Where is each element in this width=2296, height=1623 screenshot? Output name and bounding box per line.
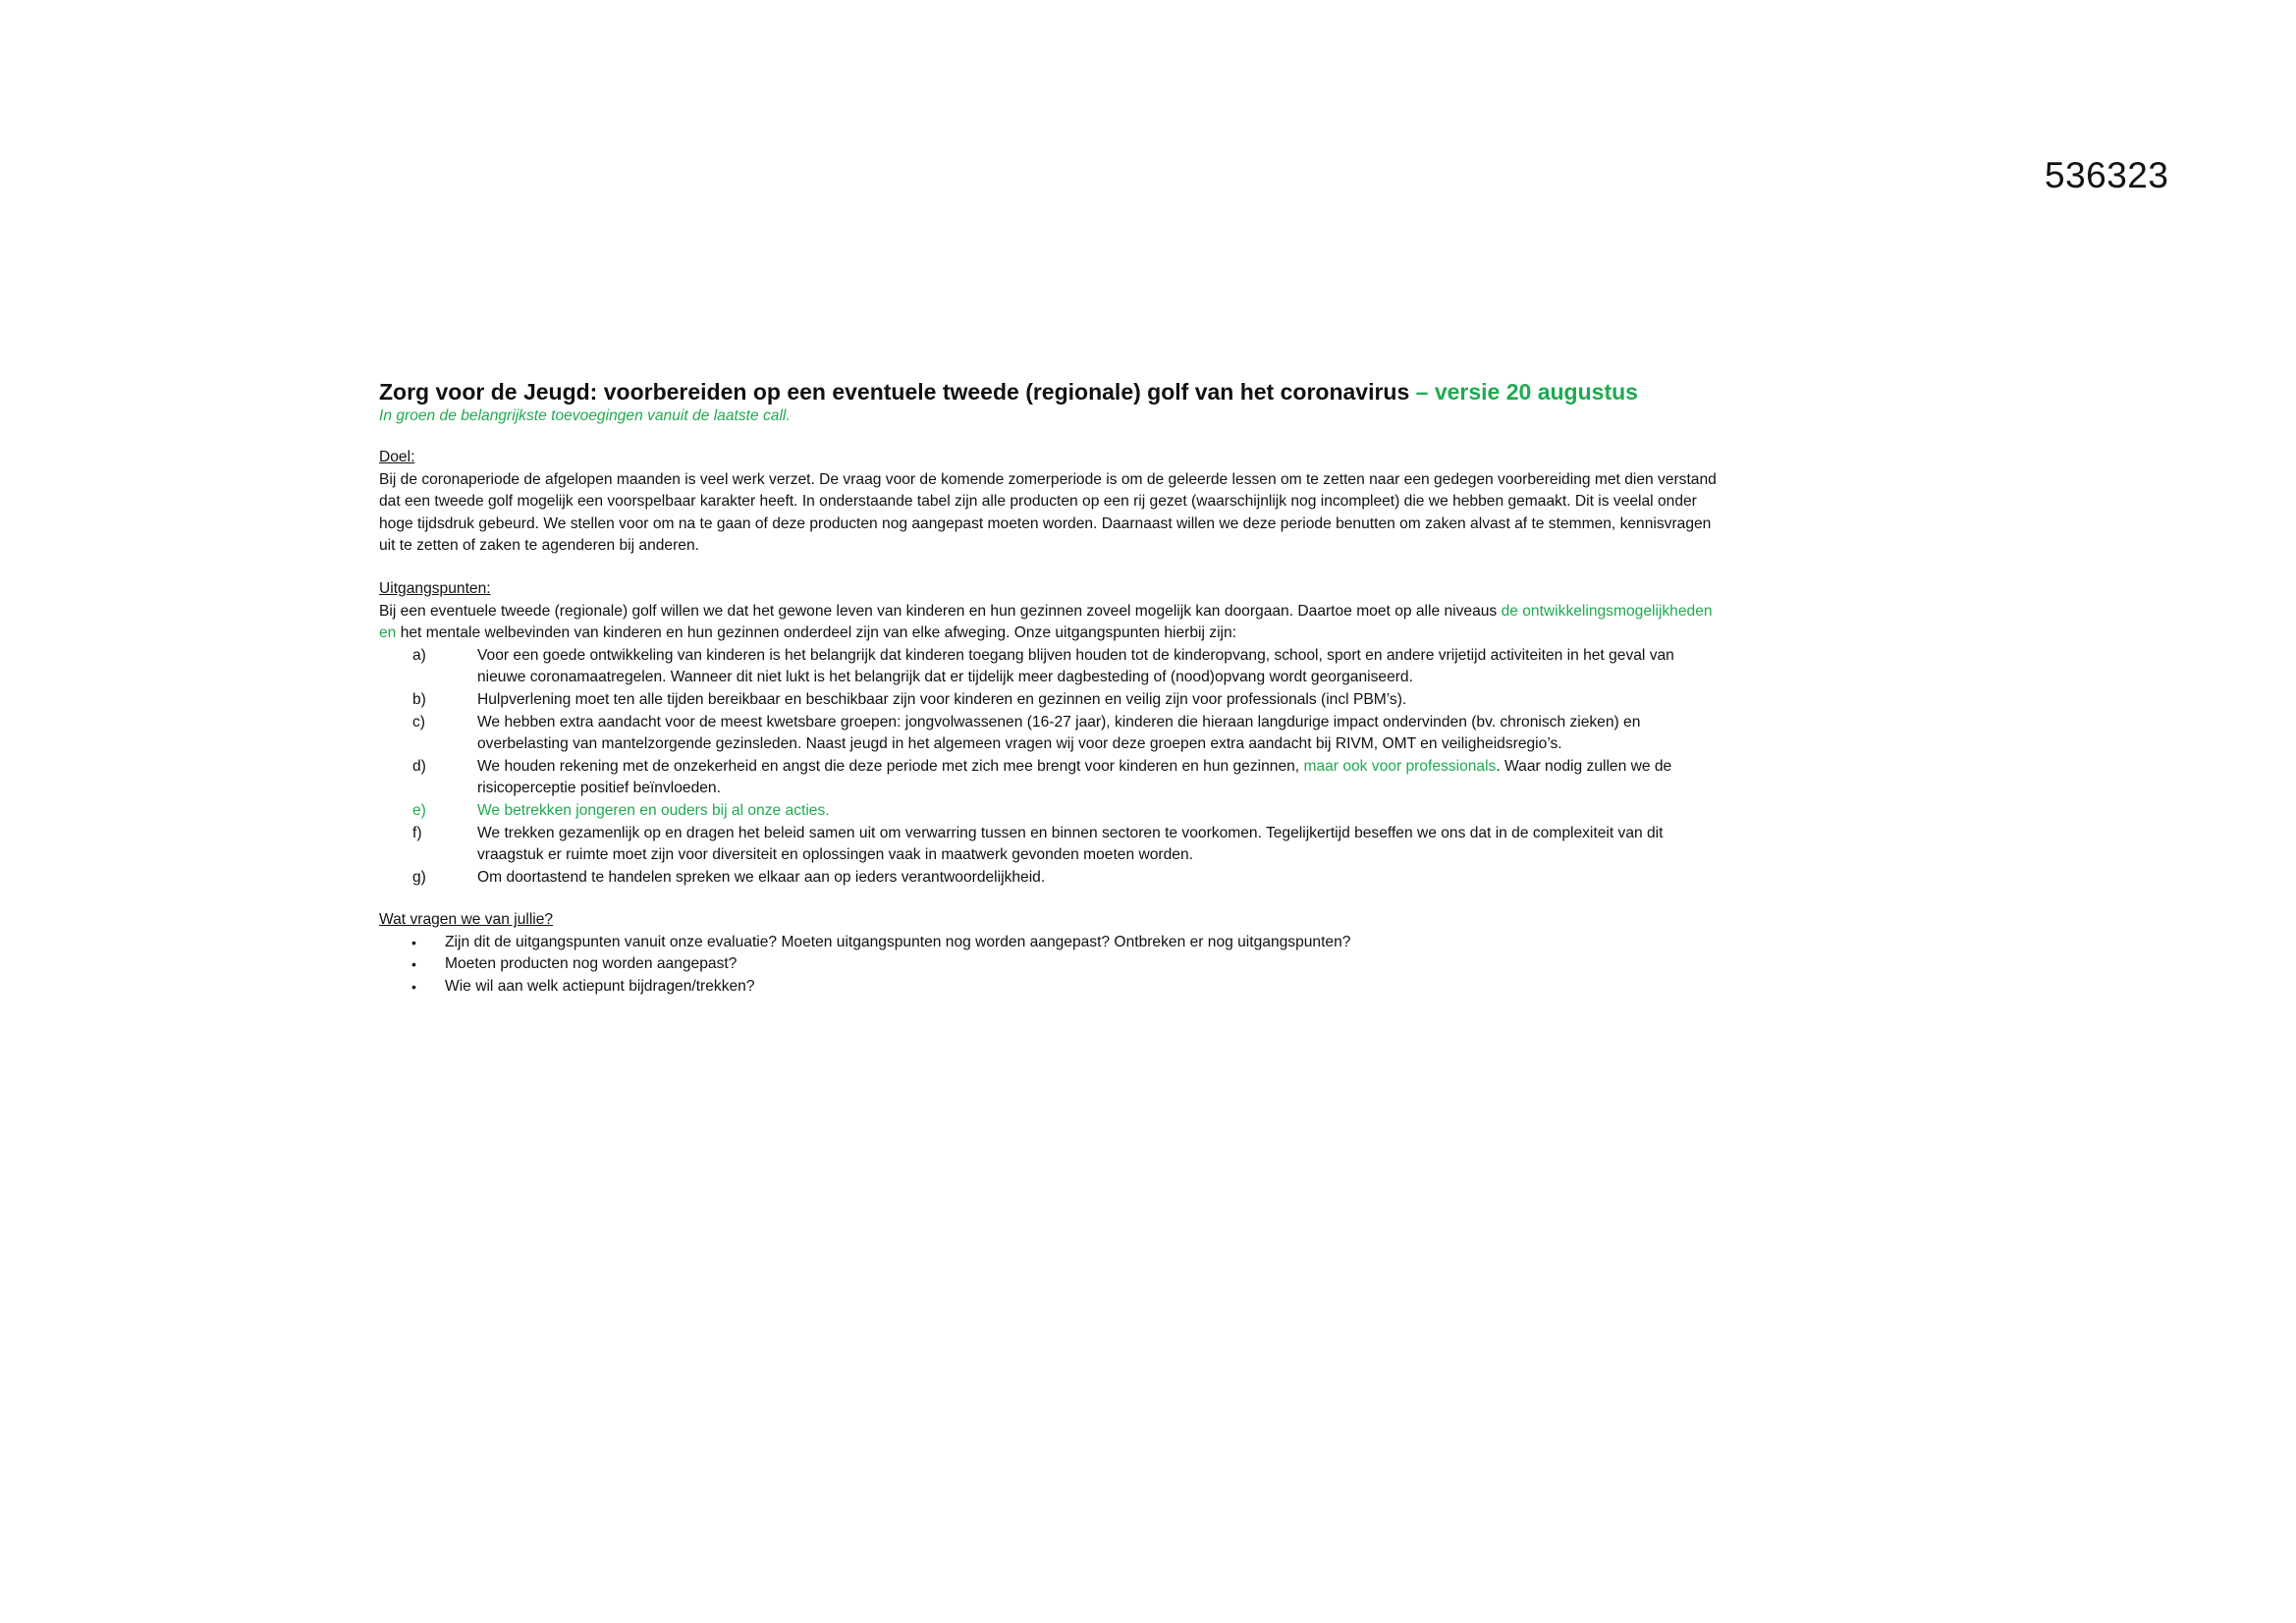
doel-text: Bij de coronaperiode de afgelopen maanden is veel werk verzet. De vraag voor de komende zomerperiode is om de geleerde lessen om te zetten naar een gedegen voorbereiding met dien verstand dat een tweede golf mogelijk een voorspelbaar karakter heeft. In onderstaande tabel zijn alle producten op een rij gezet (waarschijnlijk nog incompleet) die we hebben gemaakt. Dit is veelal onder hoge tijdsdruk gebeurd. We stellen voor om na te gaan of deze producten nog aangepast moeten worden. Daarnaast willen we deze periode benutten om zaken alvast af te stemmen, kennisvragen uit te zetten of zaken te agenderen bij anderen. [379, 470, 1717, 555]
list-marker: g) [412, 868, 426, 886]
uitgangspunten-heading: Uitgangspunten: [379, 579, 491, 597]
bullet-icon: • [411, 956, 416, 973]
list-item-text [477, 756, 1724, 800]
list-marker: c) [412, 713, 425, 730]
doel-heading: Doel: [379, 449, 415, 465]
uitgangspunten-list [379, 645, 1724, 890]
list-item-text: We betrekken jongeren en ouders bij al onze acties. [477, 801, 830, 819]
bullet-icon: • [411, 934, 416, 950]
list-marker: f) [412, 824, 422, 841]
document-body [379, 377, 1724, 999]
list-item [379, 689, 1724, 712]
vragen-heading: Wat vragen we van jullie? [379, 911, 554, 929]
bullet-icon: • [411, 979, 416, 996]
list-item [379, 712, 1724, 756]
item-d-part2: . Waar nodig zullen we de risicoperceptie positief beïnvloeden. [477, 757, 1672, 797]
title-version: – versie 20 augustus [1409, 379, 1638, 405]
list-item-text: Voor een goede ontwikkeling van kinderen is het belangrijk dat kinderen toegang blijven houden tot de kinderopvang, school, sport en andere vrijetijd activiteiten in het geval van nieuwe coronamaatregelen. Wanneer dit niet lukt is het belangrijk dat er tijdelijk meer dagbesteding of (nood)opvang wordt georganiseerd. [477, 646, 1674, 686]
list-marker: d) [412, 757, 426, 775]
list-item [379, 645, 1724, 689]
list-item [379, 823, 1724, 867]
list-item [379, 867, 1724, 890]
document-title [379, 377, 1724, 406]
list-item [379, 756, 1724, 800]
list-item-text: We trekken gezamenlijk op en dragen het beleid samen uit om verwarring tussen en binnen sectoren te voorkomen. Tegelijkertijd beseffen we ons dat in de complexiteit van dit vraagstuk er ruimte moet zijn voor diversiteit en oplossingen vaak in maatwerk gevonden moeten worden. [477, 824, 1664, 864]
intro-part1: Bij een eventuele tweede (regionale) golf willen we dat het gewone leven van kinderen en hun gezinnen zoveel mogelijk kan doorgaan. Daartoe moet op alle niveaus [379, 602, 1502, 620]
intro-green: de ontwikkelingsmogelijkheden en [379, 602, 1713, 642]
list-marker: e) [412, 801, 426, 819]
list-marker: b) [412, 690, 426, 708]
uitgangspunten-intro [379, 601, 1724, 645]
list-item-text: Zijn dit de uitgangspunten vanuit onze evaluatie? Moeten uitgangspunten nog worden aangepast? Ontbreken er nog uitgangspunten? [445, 933, 1351, 950]
list-marker: a) [412, 646, 426, 664]
list-item [379, 953, 1724, 976]
item-d-green: maar ook voor professionals [1303, 757, 1497, 775]
list-item [379, 976, 1724, 999]
list-item-text: Hulpverlening moet ten alle tijden bereikbaar en beschikbaar zijn voor kinderen en gezinnen en veilig zijn voor professionals (incl PBM’s). [477, 690, 1407, 708]
list-item [379, 800, 1724, 823]
list-item-text: Moeten producten nog worden aangepast? [445, 955, 738, 973]
list-item-text: We hebben extra aandacht voor de meest kwetsbare groepen: jongvolwassenen (16-27 jaar), kinderen die hieraan langdurige impact ondervinden (bv. chronisch zieken) en overbelasting van mantelzorgende gezinsleden. Naast jeugd in het algemeen vragen wij voor deze groepen extra aandacht bij RIVM, OMT en veiligheidsregio’s. [477, 713, 1641, 753]
title-main: Zorg voor de Jeugd: voorbereiden op een eventuele tweede (regionale) golf van het coronavirus [379, 379, 1410, 405]
list-item-text: Wie wil aan welk actiepunt bijdragen/trekken? [445, 978, 755, 996]
list-item [379, 932, 1724, 954]
document-subtitle: In groen de belangrijkste toevoegingen vanuit de laatste call. [379, 407, 791, 424]
intro-part2: het mentale welbevinden van kinderen en hun gezinnen onderdeel zijn van elke afweging. Onze uitgangspunten hierbij zijn: [396, 624, 1236, 642]
document-number: 536323 [2045, 155, 2169, 195]
item-d-part1: We houden rekening met de onzekerheid en angst die deze periode met zich mee brengt voor kinderen en hun gezinnen, [477, 757, 1304, 775]
list-item-text: Om doortastend te handelen spreken we elkaar aan op ieders verantwoordelijkheid. [477, 868, 1046, 886]
vragen-list [379, 932, 1724, 999]
